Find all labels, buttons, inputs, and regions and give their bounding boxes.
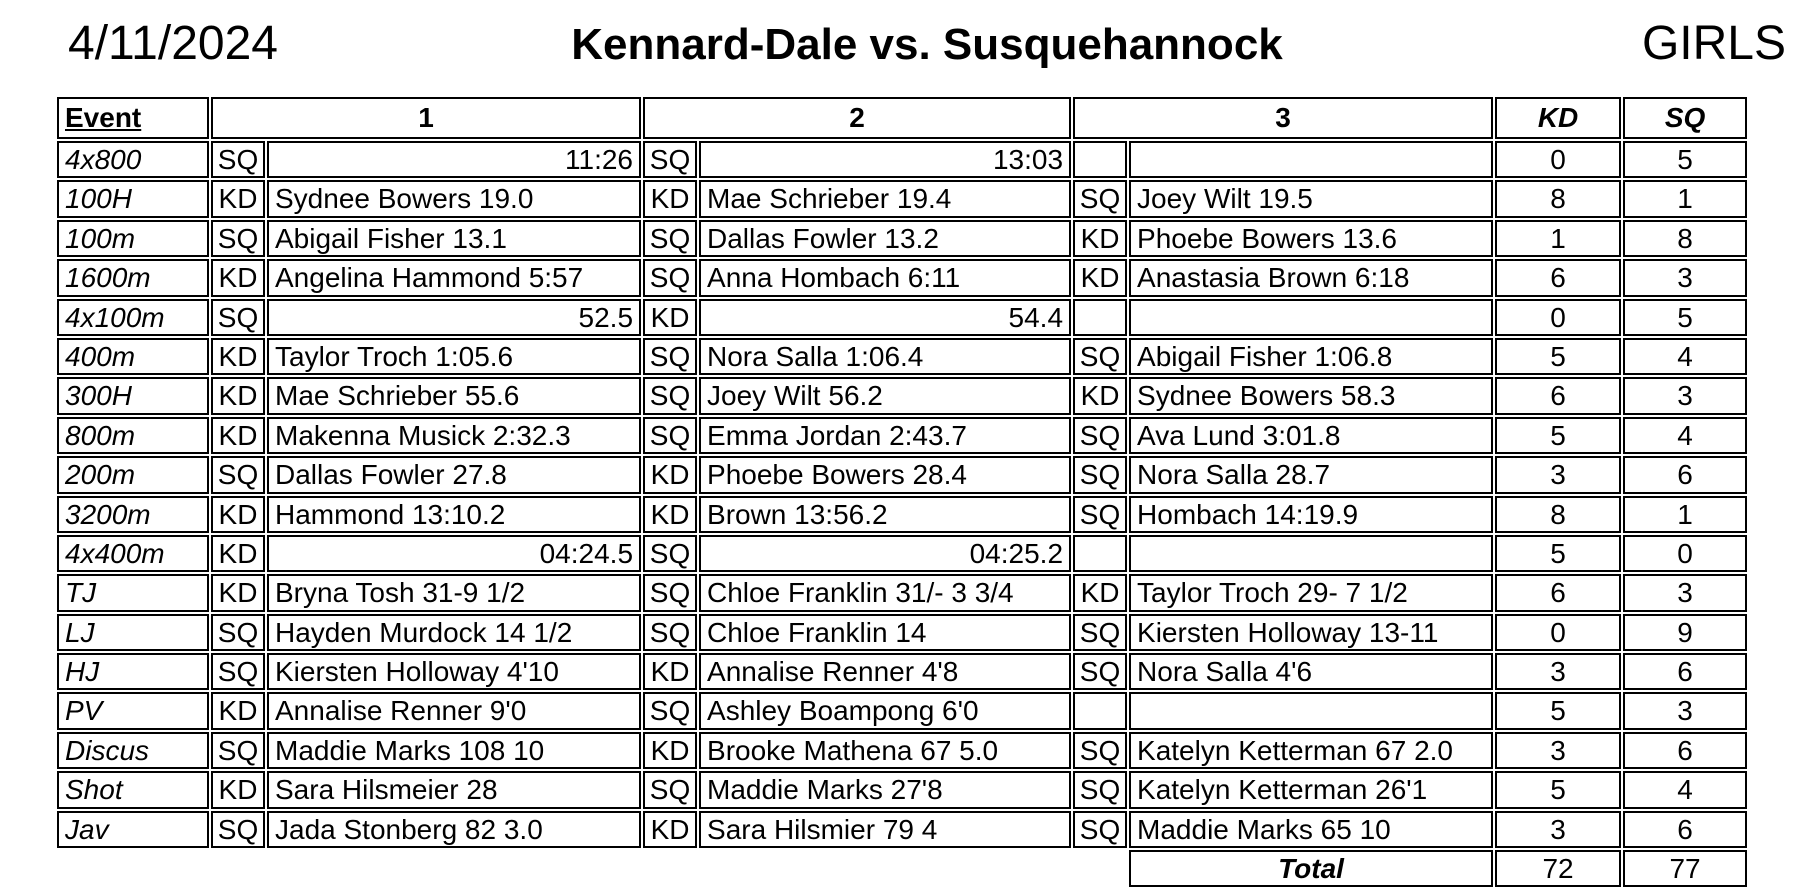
result-cell: Phoebe Bowers 13.6: [1129, 220, 1493, 257]
team-cell: SQ: [211, 653, 265, 690]
event-cell: HJ: [57, 653, 209, 690]
team-cell: KD: [1073, 377, 1127, 414]
header-row: [57, 97, 1747, 139]
team-cell: SQ: [211, 456, 265, 493]
result-cell: Sydnee Bowers 19.0: [267, 180, 641, 217]
sq-score-cell: 8: [1623, 220, 1747, 257]
sq-score-cell: 3: [1623, 574, 1747, 611]
result-cell: Hammond 13:10.2: [267, 496, 641, 533]
event-row: [57, 377, 1747, 414]
event-cell: 4x100m: [57, 299, 209, 336]
team-cell: SQ: [1073, 338, 1127, 375]
event-row: [57, 653, 1747, 690]
total-row-spacer: [57, 850, 1127, 887]
team-cell: SQ: [643, 377, 697, 414]
kd-score-cell: 5: [1495, 417, 1621, 454]
result-cell: Katelyn Ketterman 67 2.0: [1129, 732, 1493, 769]
column-header-sq: SQ: [1623, 97, 1747, 139]
sq-score-cell: 9: [1623, 614, 1747, 651]
team-cell: KD: [211, 574, 265, 611]
meet-title: Kennard-Dale vs. Susquehannock: [571, 20, 1283, 69]
result-cell: Taylor Troch 1:05.6: [267, 338, 641, 375]
team-cell: KD: [211, 180, 265, 217]
kd-score-cell: 3: [1495, 456, 1621, 493]
result-cell: 52.5: [267, 299, 641, 336]
kd-score-cell: 8: [1495, 496, 1621, 533]
team-cell: KD: [643, 180, 697, 217]
team-cell: [1073, 692, 1127, 729]
team-cell: SQ: [211, 614, 265, 651]
event-cell: PV: [57, 692, 209, 729]
total-label: Total: [1129, 850, 1493, 887]
result-cell: [1129, 299, 1493, 336]
team-cell: KD: [211, 692, 265, 729]
event-cell: Discus: [57, 732, 209, 769]
event-row: [57, 535, 1747, 572]
result-cell: Dallas Fowler 13.2: [699, 220, 1071, 257]
team-cell: SQ: [1073, 180, 1127, 217]
kd-score-cell: 8: [1495, 180, 1621, 217]
event-cell: 100m: [57, 220, 209, 257]
event-row: [57, 614, 1747, 651]
total-sq-score: 77: [1623, 850, 1747, 887]
event-row: [57, 811, 1747, 848]
result-cell: Dallas Fowler 27.8: [267, 456, 641, 493]
event-cell: 300H: [57, 377, 209, 414]
team-cell: SQ: [1073, 456, 1127, 493]
sq-score-cell: 1: [1623, 180, 1747, 217]
result-cell: Maddie Marks 108 10: [267, 732, 641, 769]
sq-score-cell: 4: [1623, 338, 1747, 375]
result-cell: Maddie Marks 65 10: [1129, 811, 1493, 848]
total-kd-score: 72: [1495, 850, 1621, 887]
meet-date: 4/11/2024: [68, 17, 278, 70]
team-cell: [1073, 299, 1127, 336]
result-cell: Sara Hilsmeier 28: [267, 771, 641, 808]
result-cell: Bryna Tosh 31-9 1/2: [267, 574, 641, 611]
team-cell: SQ: [1073, 614, 1127, 651]
team-cell: SQ: [1073, 653, 1127, 690]
result-cell: Brooke Mathena 67 5.0: [699, 732, 1071, 769]
result-cell: Jada Stonberg 82 3.0: [267, 811, 641, 848]
sq-score-cell: 3: [1623, 377, 1747, 414]
team-cell: KD: [211, 771, 265, 808]
column-header-kd: KD: [1495, 97, 1621, 139]
result-cell: Taylor Troch 29- 7 1/2: [1129, 574, 1493, 611]
team-cell: SQ: [643, 259, 697, 296]
event-row: [57, 456, 1747, 493]
event-row: [57, 141, 1747, 178]
event-row: [57, 496, 1747, 533]
team-cell: SQ: [1073, 732, 1127, 769]
result-cell: 04:25.2: [699, 535, 1071, 572]
team-cell: SQ: [211, 141, 265, 178]
team-cell: KD: [211, 535, 265, 572]
event-cell: 1600m: [57, 259, 209, 296]
team-cell: KD: [643, 299, 697, 336]
kd-score-cell: 0: [1495, 141, 1621, 178]
team-cell: SQ: [1073, 496, 1127, 533]
event-row: [57, 180, 1747, 217]
result-cell: Annalise Renner 9'0: [267, 692, 641, 729]
result-cell: Chloe Franklin 14: [699, 614, 1071, 651]
sq-score-cell: 5: [1623, 299, 1747, 336]
result-cell: Sara Hilsmier 79 4: [699, 811, 1071, 848]
kd-score-cell: 5: [1495, 535, 1621, 572]
kd-score-cell: 5: [1495, 338, 1621, 375]
column-header-place-1: 1: [211, 97, 641, 139]
result-cell: [1129, 692, 1493, 729]
team-cell: KD: [211, 259, 265, 296]
sq-score-cell: 3: [1623, 259, 1747, 296]
event-cell: 200m: [57, 456, 209, 493]
team-cell: SQ: [211, 732, 265, 769]
sq-score-cell: 1: [1623, 496, 1747, 533]
sq-score-cell: 4: [1623, 417, 1747, 454]
sq-score-cell: 6: [1623, 653, 1747, 690]
sq-score-cell: 6: [1623, 811, 1747, 848]
team-cell: KD: [211, 338, 265, 375]
result-cell: Mae Schrieber 19.4: [699, 180, 1071, 217]
result-cell: Joey Wilt 56.2: [699, 377, 1071, 414]
result-cell: Ashley Boampong 6'0: [699, 692, 1071, 729]
result-cell: 11:26: [267, 141, 641, 178]
team-cell: KD: [643, 811, 697, 848]
result-cell: Abigail Fisher 13.1: [267, 220, 641, 257]
result-cell: Mae Schrieber 55.6: [267, 377, 641, 414]
team-cell: KD: [211, 377, 265, 414]
team-cell: KD: [643, 496, 697, 533]
event-row: [57, 417, 1747, 454]
event-cell: TJ: [57, 574, 209, 611]
kd-score-cell: 0: [1495, 614, 1621, 651]
team-cell: SQ: [643, 692, 697, 729]
event-cell: 100H: [57, 180, 209, 217]
result-cell: 54.4: [699, 299, 1071, 336]
team-cell: SQ: [643, 417, 697, 454]
event-row: [57, 338, 1747, 375]
sq-score-cell: 0: [1623, 535, 1747, 572]
team-cell: SQ: [1073, 811, 1127, 848]
division-label: GIRLS: [1641, 17, 1786, 70]
kd-score-cell: 5: [1495, 692, 1621, 729]
result-cell: Angelina Hammond 5:57: [267, 259, 641, 296]
event-cell: 4x400m: [57, 535, 209, 572]
team-cell: SQ: [1073, 417, 1127, 454]
event-row: [57, 574, 1747, 611]
event-cell: 800m: [57, 417, 209, 454]
event-cell: 3200m: [57, 496, 209, 533]
result-cell: Hayden Murdock 14 1/2: [267, 614, 641, 651]
page-header: [0, 0, 1800, 71]
kd-score-cell: 6: [1495, 377, 1621, 414]
team-cell: SQ: [643, 614, 697, 651]
sq-score-cell: 3: [1623, 692, 1747, 729]
event-row: [57, 299, 1747, 336]
team-cell: KD: [1073, 574, 1127, 611]
result-cell: Sydnee Bowers 58.3: [1129, 377, 1493, 414]
result-cell: 04:24.5: [267, 535, 641, 572]
event-row: [57, 692, 1747, 729]
result-cell: Emma Jordan 2:43.7: [699, 417, 1071, 454]
result-cell: Nora Salla 28.7: [1129, 456, 1493, 493]
event-cell: 4x800: [57, 141, 209, 178]
result-cell: Nora Salla 4'6: [1129, 653, 1493, 690]
event-cell: Shot: [57, 771, 209, 808]
event-row: [57, 259, 1747, 296]
kd-score-cell: 3: [1495, 811, 1621, 848]
results-table-body: [57, 141, 1747, 848]
kd-score-cell: 6: [1495, 574, 1621, 611]
result-cell: Kiersten Holloway 4'10: [267, 653, 641, 690]
result-cell: [1129, 535, 1493, 572]
result-cell: Abigail Fisher 1:06.8: [1129, 338, 1493, 375]
total-row: [57, 850, 1747, 887]
team-cell: SQ: [1073, 771, 1127, 808]
event-row: [57, 220, 1747, 257]
event-cell: LJ: [57, 614, 209, 651]
result-cell: Anastasia Brown 6:18: [1129, 259, 1493, 296]
result-cell: Annalise Renner 4'8: [699, 653, 1071, 690]
sq-score-cell: 6: [1623, 456, 1747, 493]
result-cell: Anna Hombach 6:11: [699, 259, 1071, 296]
team-cell: SQ: [211, 299, 265, 336]
event-cell: 400m: [57, 338, 209, 375]
result-cell: Katelyn Ketterman 26'1: [1129, 771, 1493, 808]
sq-score-cell: 6: [1623, 732, 1747, 769]
event-cell: Jav: [57, 811, 209, 848]
sq-score-cell: 4: [1623, 771, 1747, 808]
event-row: [57, 771, 1747, 808]
results-table: [55, 95, 1749, 887]
column-header-place-2: 2: [643, 97, 1071, 139]
kd-score-cell: 0: [1495, 299, 1621, 336]
kd-score-cell: 3: [1495, 732, 1621, 769]
team-cell: SQ: [643, 338, 697, 375]
team-cell: KD: [1073, 220, 1127, 257]
result-cell: Makenna Musick 2:32.3: [267, 417, 641, 454]
team-cell: SQ: [643, 141, 697, 178]
column-header-place-3: 3: [1073, 97, 1493, 139]
sq-score-cell: 5: [1623, 141, 1747, 178]
result-cell: Maddie Marks 27'8: [699, 771, 1071, 808]
kd-score-cell: 3: [1495, 653, 1621, 690]
result-cell: 13:03: [699, 141, 1071, 178]
team-cell: SQ: [211, 811, 265, 848]
result-cell: Brown 13:56.2: [699, 496, 1071, 533]
team-cell: KD: [1073, 259, 1127, 296]
team-cell: [1073, 141, 1127, 178]
team-cell: SQ: [643, 574, 697, 611]
result-cell: Chloe Franklin 31/- 3 3/4: [699, 574, 1071, 611]
team-cell: KD: [643, 732, 697, 769]
team-cell: SQ: [643, 220, 697, 257]
team-cell: KD: [643, 653, 697, 690]
result-cell: Phoebe Bowers 28.4: [699, 456, 1071, 493]
team-cell: SQ: [643, 771, 697, 808]
event-row: [57, 732, 1747, 769]
result-cell: [1129, 141, 1493, 178]
team-cell: [1073, 535, 1127, 572]
team-cell: KD: [643, 456, 697, 493]
kd-score-cell: 5: [1495, 771, 1621, 808]
result-cell: Ava Lund 3:01.8: [1129, 417, 1493, 454]
column-header-event: Event: [57, 97, 209, 139]
result-cell: Joey Wilt 19.5: [1129, 180, 1493, 217]
kd-score-cell: 1: [1495, 220, 1621, 257]
kd-score-cell: 6: [1495, 259, 1621, 296]
team-cell: KD: [211, 496, 265, 533]
result-cell: Kiersten Holloway 13-11: [1129, 614, 1493, 651]
result-cell: Nora Salla 1:06.4: [699, 338, 1071, 375]
team-cell: KD: [211, 417, 265, 454]
team-cell: SQ: [643, 535, 697, 572]
result-cell: Hombach 14:19.9: [1129, 496, 1493, 533]
team-cell: SQ: [211, 220, 265, 257]
